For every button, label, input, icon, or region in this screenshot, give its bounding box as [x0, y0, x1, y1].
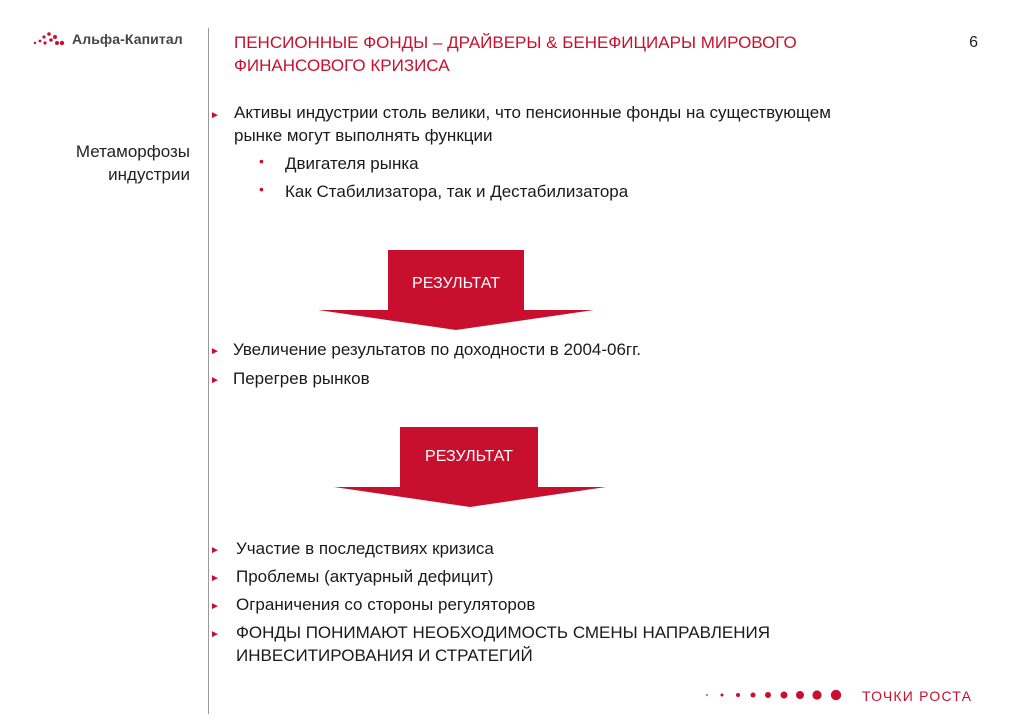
section2-item: Перегрев рынков: [233, 369, 370, 388]
section3-last-line2: ИНВЕСИТИРОВАНИЯ И СТРАТЕГИЙ: [236, 646, 533, 665]
logo-dots-icon: [32, 31, 66, 47]
sidebar-label-line2: индустрии: [108, 165, 190, 184]
bullet-dot-icon: •: [259, 181, 264, 197]
result-arrow-2-label: РЕЗУЛЬТАТ: [425, 448, 513, 465]
sidebar-label: [20, 140, 190, 186]
page-number: 6: [969, 34, 978, 51]
company-logo: [32, 31, 183, 47]
bullet-dot-icon: •: [259, 153, 264, 169]
section1-subitem: Двигателя рынка: [285, 154, 419, 173]
section3-last-line1: ФОНДЫ ПОНИМАЮТ НЕОБХОДИМОСТЬ СМЕНЫ НАПРАВЛЕНИЯ: [236, 623, 771, 642]
result-arrow-1-label: РЕЗУЛЬТАТ: [412, 275, 500, 292]
bullet-triangle-icon: ►: [210, 573, 220, 584]
bullet-triangle-icon: ►: [210, 629, 220, 640]
logo-text: Альфа-Капитал: [72, 31, 183, 47]
footer-dots-icon: [702, 686, 852, 704]
result-arrow-2: [334, 427, 606, 507]
bullet-triangle-icon: ►: [210, 375, 220, 386]
bullet-triangle-icon: ►: [210, 601, 220, 612]
section3-item: Проблемы (актуарный дефицит): [236, 567, 494, 586]
section3-item: Ограничения со стороны регуляторов: [236, 595, 536, 614]
section3-item: Участие в последствиях кризиса: [236, 539, 494, 558]
bullet-triangle-icon: ►: [210, 110, 220, 121]
bullet-triangle-icon: ►: [210, 346, 220, 357]
section2-item: Увеличение результатов по доходности в 2004-06гг.: [233, 340, 641, 359]
slide-title: ПЕНСИОННЫЕ ФОНДЫ – ДРАЙВЕРЫ & БЕНЕФИЦИАРЫ МИРОВОГО ФИНАНСОВОГО КРИЗИСА: [234, 33, 797, 75]
section1-subitem: Как Стабилизатора, так и Дестабилизатора: [285, 182, 629, 201]
section1-main-line1: Активы индустрии столь велики, что пенсионные фонды на существующем: [234, 103, 831, 122]
footer-slogan: ТОЧКИ РОСТА: [862, 688, 973, 704]
vertical-divider: [208, 28, 209, 714]
section1-main-line2: рынке могут выполнять функции: [234, 126, 493, 145]
bullet-triangle-icon: ►: [210, 545, 220, 556]
sidebar-label-line1: Метаморфозы: [75, 142, 190, 161]
